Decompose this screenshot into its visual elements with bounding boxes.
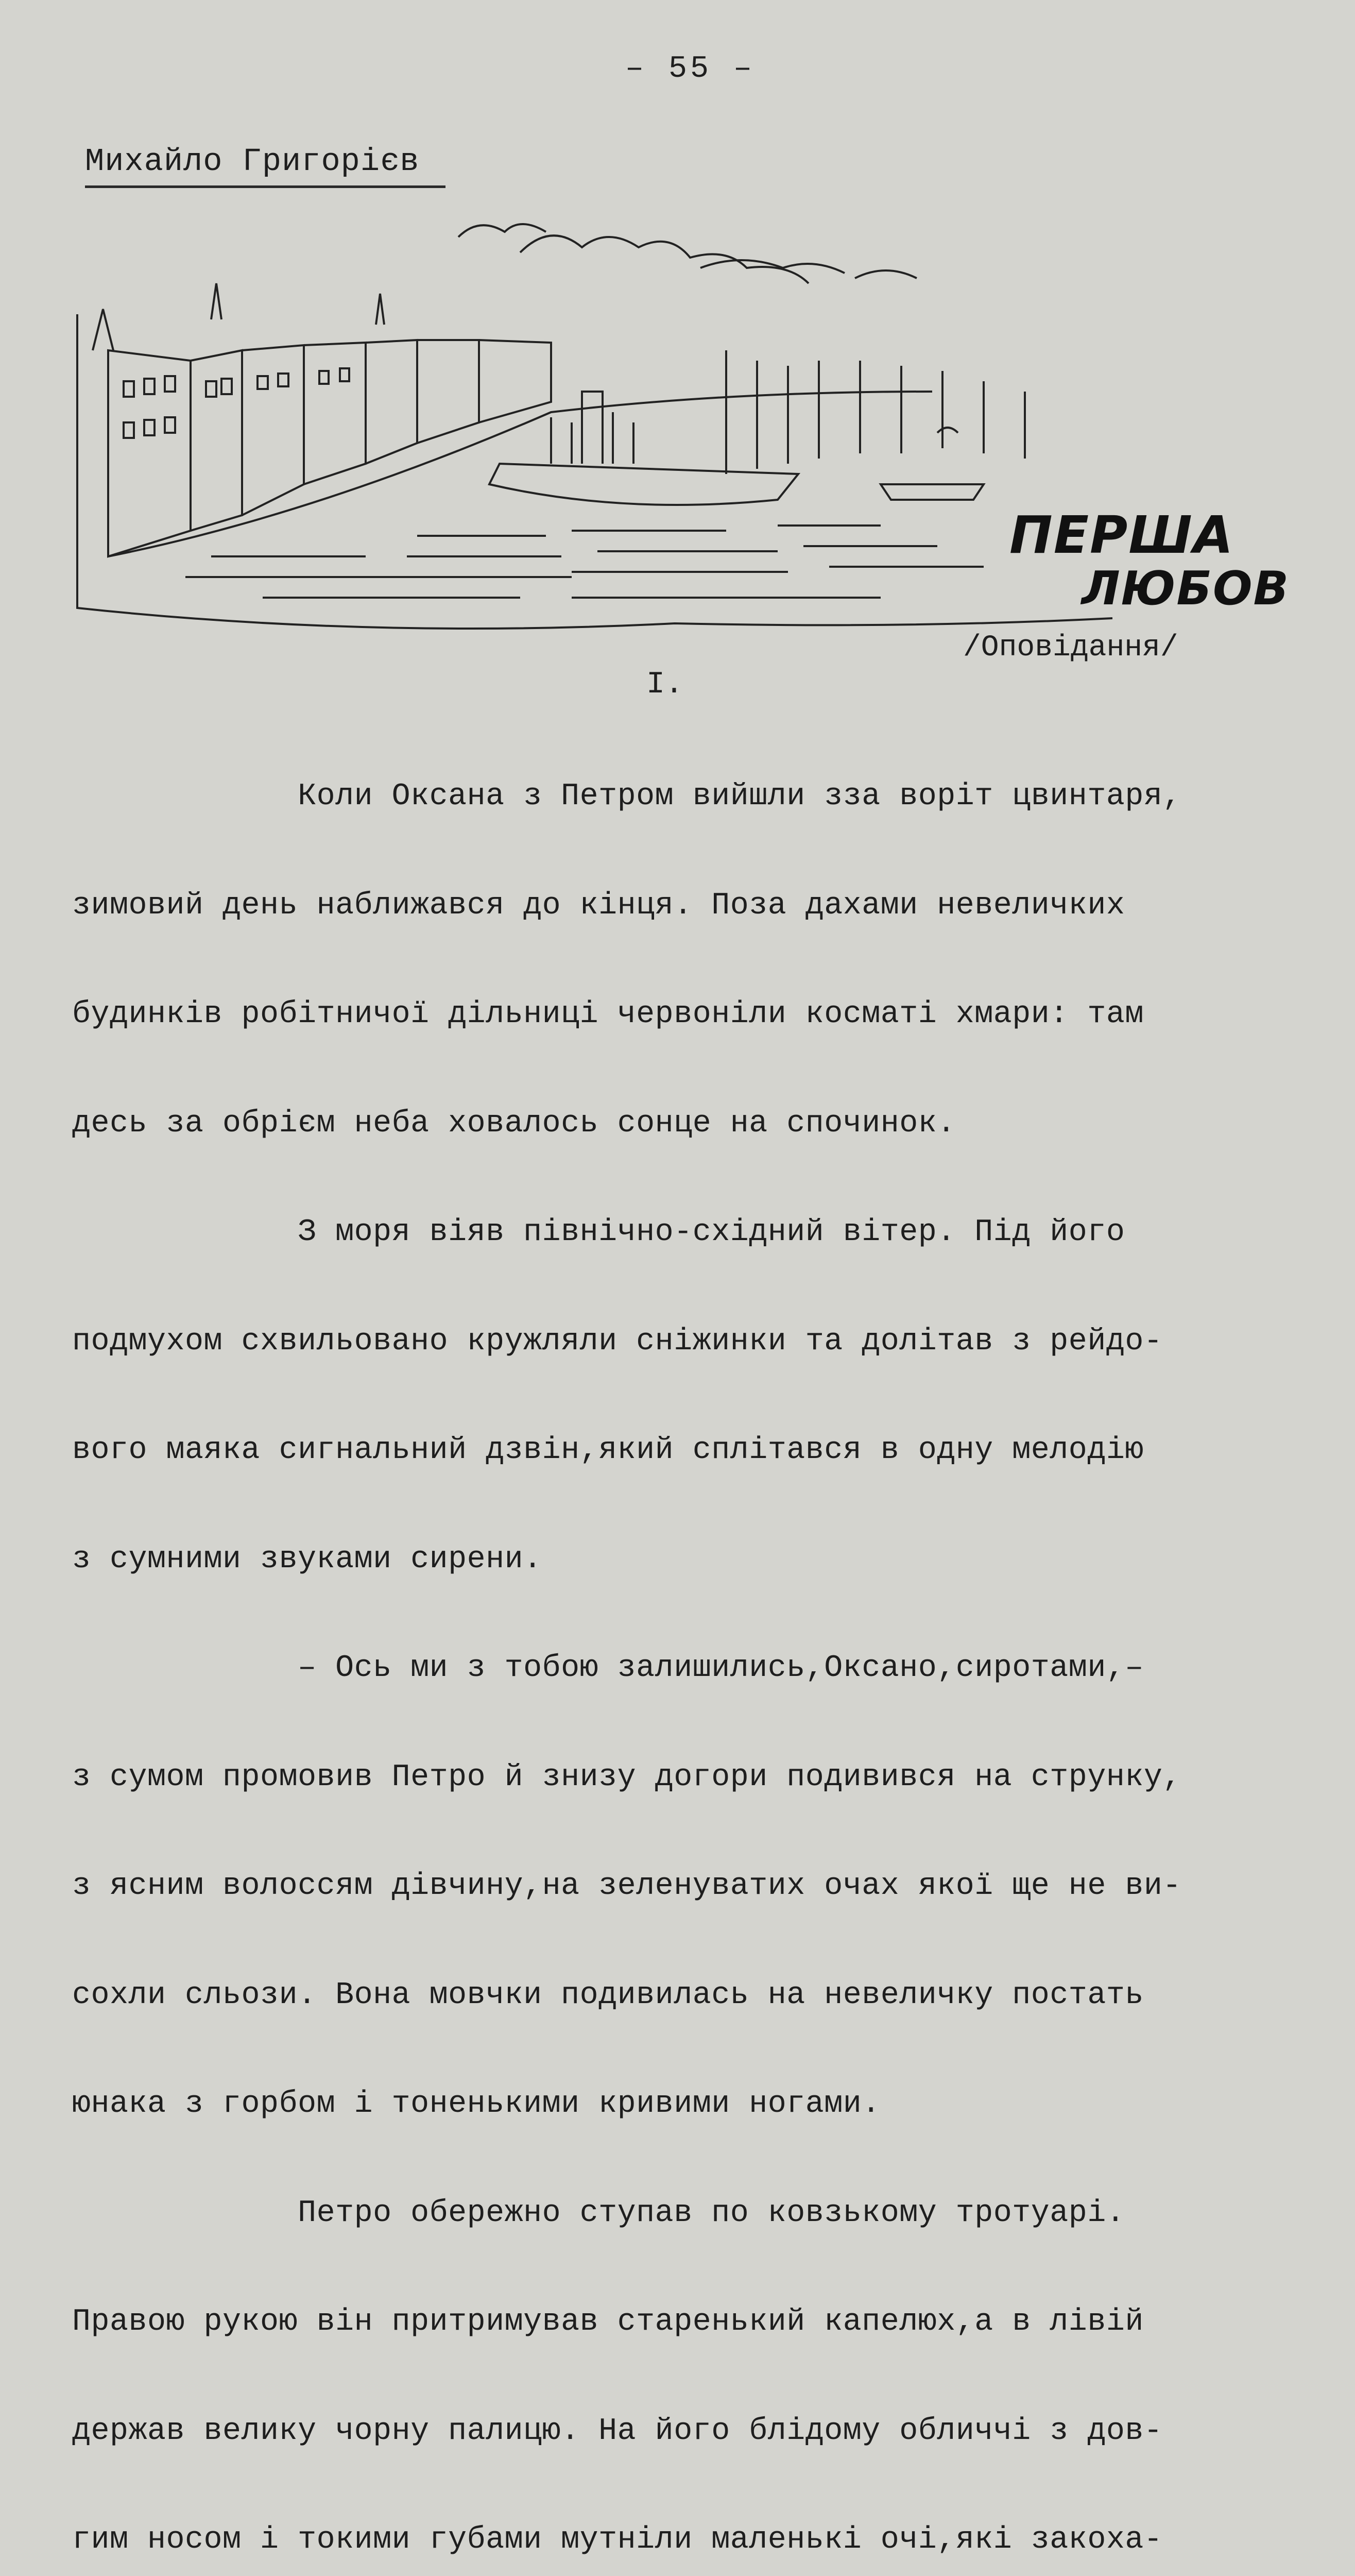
page-number: – 55 – (625, 52, 756, 87)
story-body (72, 706, 1298, 2576)
text-line: Правою рукою він притримував старенький капелюх,а в лівій (72, 2304, 1144, 2340)
harbor-illustration (57, 196, 1262, 649)
text-line: – Ось ми з тобою залишились,Оксано,сиротами,– (72, 1651, 1144, 1686)
chapter-number: I. (646, 667, 684, 702)
text-line: Коли Оксана з Петром вийшли зза воріт цвинтаря, (72, 779, 1181, 814)
text-line: З моря віяв північно-східний вітер. Під його (72, 1215, 1125, 1250)
text-line: Петро обережно ступав по ковзькому тротуарі. (72, 2195, 1125, 2231)
story-title-line-1: ПЕРША (1009, 505, 1234, 565)
text-line: з сумом промовив Петро й знизу догори подивився на струнку, (72, 1759, 1181, 1795)
text-line: сохли сльози. Вона мовчки подивилась на невеличку постать (72, 1977, 1144, 2013)
text-line: подмухом схвильовано кружляли сніжинки та долітав з рейдо- (72, 1324, 1163, 1359)
text-line: будинків робітничої дільниці червоніли косматі хмари: там (72, 997, 1144, 1032)
author-name: Михайло Григорієв (85, 143, 420, 180)
text-line: зимовий день наближався до кінця. Поза дахами невеличких (72, 888, 1125, 923)
text-line: з ясним волоссям дівчину,на зеленуватих очах якої ще не ви- (72, 1869, 1181, 1904)
text-line: з сумними звуками сирени. (72, 1541, 542, 1577)
text-line: гим носом і токими губами мутніли маленькі очі,які закоха- (72, 2522, 1163, 2557)
story-genre: /Оповідання/ (963, 631, 1178, 665)
text-line: вого маяка сигнальний дзвін,який сплітався в одну мелодію (72, 1433, 1144, 1468)
text-line: держав велику чорну палицю. На його блідому обличчі з дов- (72, 2413, 1163, 2449)
story-title-line-2: ЛЮБОВ (1082, 562, 1290, 616)
text-line: десь за обрієм неба ховалось сонце на спочинок. (72, 1106, 956, 1141)
text-line: юнака з горбом і тоненькими кривими ногами. (72, 2087, 881, 2122)
author-underline (85, 185, 445, 188)
